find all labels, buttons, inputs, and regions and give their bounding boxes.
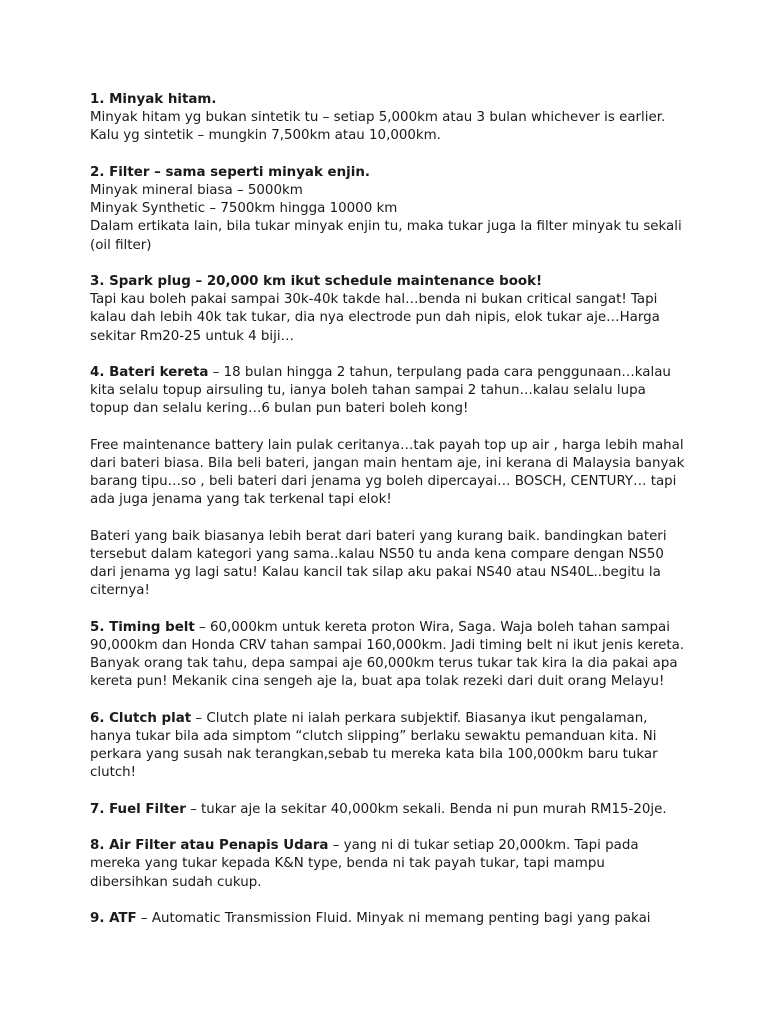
- paragraph: [90, 910, 730, 928]
- text-line: [90, 273, 730, 291]
- text-line: [90, 200, 730, 218]
- text-line: [90, 164, 730, 182]
- text-line: [90, 291, 730, 309]
- text-line: [90, 874, 730, 892]
- body-text: Minyak mineral biasa – 5000km: [90, 183, 303, 198]
- body-text: – 18 bulan hingga 2 tahun, terpulang pada cara penggunaan…kalau: [208, 365, 671, 380]
- body-text: (oil filter): [90, 237, 152, 253]
- body-text: topup dan selalu kering…6 bulan pun bateri boleh kong!: [90, 401, 469, 417]
- heading-text: 9. ATF: [90, 910, 137, 926]
- body-text: Minyak Synthetic – 7500km hingga 10000 km: [90, 201, 398, 217]
- body-text: Kalu yg sintetik – mungkin 7,500km atau 10,000km.: [90, 128, 441, 144]
- paragraph: [90, 164, 730, 255]
- text-line: [90, 619, 730, 637]
- body-text: clutch!: [90, 765, 137, 781]
- text-line: [90, 746, 730, 764]
- body-text: hanya tukar bila ada simptom “clutch slipping” berlaku sewaktu pemanduan kita. Ni: [90, 729, 657, 744]
- text-line: [90, 855, 730, 873]
- text-line: [90, 437, 730, 455]
- document-body: [90, 91, 730, 946]
- text-line: [90, 328, 730, 346]
- body-text: citernya!: [90, 583, 150, 599]
- heading-text: 2. Filter – sama seperti minyak enjin.: [90, 164, 370, 180]
- body-text: Banyak orang tak tahu, depa sampai aje 60,000km terus tukar tak kira la dia pakai apa: [90, 656, 678, 672]
- text-line: [90, 400, 730, 418]
- body-text: ada juga jenama yang tak terkenal tapi elok!: [90, 492, 392, 508]
- body-text: Tapi kau boleh pakai sampai 30k-40k takde hal…benda ni bukan critical sangat! Tapi: [90, 292, 658, 308]
- text-line: [90, 182, 730, 200]
- text-line: [90, 528, 730, 546]
- text-line: [90, 473, 730, 491]
- heading-text: 1. Minyak hitam.: [90, 92, 217, 107]
- body-text: mereka yang tukar kepada K&N type, benda ni tak payah tukar, tapi mampu: [90, 856, 605, 872]
- body-text: barang tipu…so , beli bateri dari jenama yg boleh dipercayai… BOSCH, CENTURY… tapi: [90, 474, 677, 490]
- body-text: – Automatic Transmission Fluid. Minyak ni memang penting bagi yang pakai: [136, 910, 651, 926]
- body-text: – tukar aje la sekitar 40,000km sekali. Benda ni pun murah RM15-20je.: [185, 801, 667, 817]
- text-line: [90, 801, 730, 819]
- body-text: tersebut dalam kategori yang sama..kalau NS50 tu anda kena compare dengan NS50: [90, 547, 664, 562]
- heading-text: 6. Clutch plat: [90, 710, 192, 726]
- body-text: dari jenama yg lagi satu! Kalau kancil tak silap aku pakai NS40 atau NS40L..begitu la: [90, 565, 661, 581]
- text-line: [90, 582, 730, 600]
- text-line: [90, 710, 730, 728]
- text-line: [90, 728, 730, 746]
- paragraph: [90, 91, 730, 146]
- text-line: [90, 455, 730, 473]
- body-text: dari bateri biasa. Bila beli bateri, jangan main hentam aje, ini kerana di Malaysia banyak: [90, 456, 685, 471]
- body-text: dibersihkan sudah cukup.: [90, 874, 262, 890]
- text-line: [90, 564, 730, 582]
- paragraph: [90, 710, 730, 783]
- body-text: – 60,000km untuk kereta proton Wira, Saga. Waja boleh tahan sampai: [194, 619, 670, 635]
- text-line: [90, 109, 730, 127]
- text-line: [90, 673, 730, 691]
- text-line: [90, 910, 730, 928]
- body-text: – yang ni di tukar setiap 20,000km. Tapi pada: [328, 838, 639, 854]
- heading-text: 5. Timing belt: [90, 619, 195, 635]
- paragraph: [90, 801, 730, 819]
- text-line: [90, 309, 730, 327]
- text-line: [90, 637, 730, 655]
- text-line: [90, 237, 730, 255]
- body-text: Free maintenance battery lain pulak ceritanya…tak payah top up air , harga lebih mahal: [90, 437, 684, 453]
- text-line: [90, 546, 730, 564]
- paragraph: [90, 437, 730, 510]
- text-line: [90, 382, 730, 400]
- heading-text: 4. Bateri kereta: [90, 365, 209, 380]
- text-line: [90, 127, 730, 145]
- text-line: [90, 91, 730, 109]
- body-text: sekitar Rm20-25 untuk 4 biji…: [90, 328, 294, 344]
- text-line: [90, 764, 730, 782]
- text-line: [90, 655, 730, 673]
- body-text: Bateri yang baik biasanya lebih berat dari bateri yang kurang baik. bandingkan bateri: [90, 528, 667, 544]
- heading-text: 3. Spark plug – 20,000 km ikut schedule maintenance book!: [90, 274, 543, 289]
- body-text: Dalam ertikata lain, bila tukar minyak enjin tu, maka tukar juga la filter minyak tu sekali: [90, 219, 682, 235]
- paragraph: [90, 273, 730, 346]
- body-text: perkara yang susah nak terangkan,sebab tu mereka kata bila 100,000km baru tukar: [90, 747, 658, 763]
- body-text: kita selalu topup airsuling tu, ianya boleh tahan sampai 2 tahun…kalau selalu lupa: [90, 383, 646, 399]
- text-line: [90, 218, 730, 236]
- paragraph: [90, 837, 730, 892]
- heading-text: 8. Air Filter atau Penapis Udara: [90, 838, 329, 854]
- body-text: Minyak hitam yg bukan sintetik tu – setiap 5,000km atau 3 bulan whichever is earlier.: [90, 110, 666, 126]
- paragraph: [90, 528, 730, 601]
- body-text: 90,000km dan Honda CRV tahan sampai 160,000km. Jadi timing belt ni ikut jenis kereta.: [90, 638, 685, 653]
- paragraph: [90, 364, 730, 419]
- heading-text: 7. Fuel Filter: [90, 801, 186, 817]
- body-text: kalau dah lebih 40k tak tukar, dia nya electrode pun dah nipis, elok tukar aje…Harga: [90, 310, 660, 326]
- text-line: [90, 837, 730, 855]
- text-line: [90, 364, 730, 382]
- body-text: kereta pun! Mekanik cina sengeh aje la, buat apa tolak rezeki dari duit orang Melayu!: [90, 674, 665, 690]
- text-line: [90, 491, 730, 509]
- body-text: – Clutch plate ni ialah perkara subjektif. Biasanya ikut pengalaman,: [191, 710, 648, 726]
- paragraph: [90, 619, 730, 692]
